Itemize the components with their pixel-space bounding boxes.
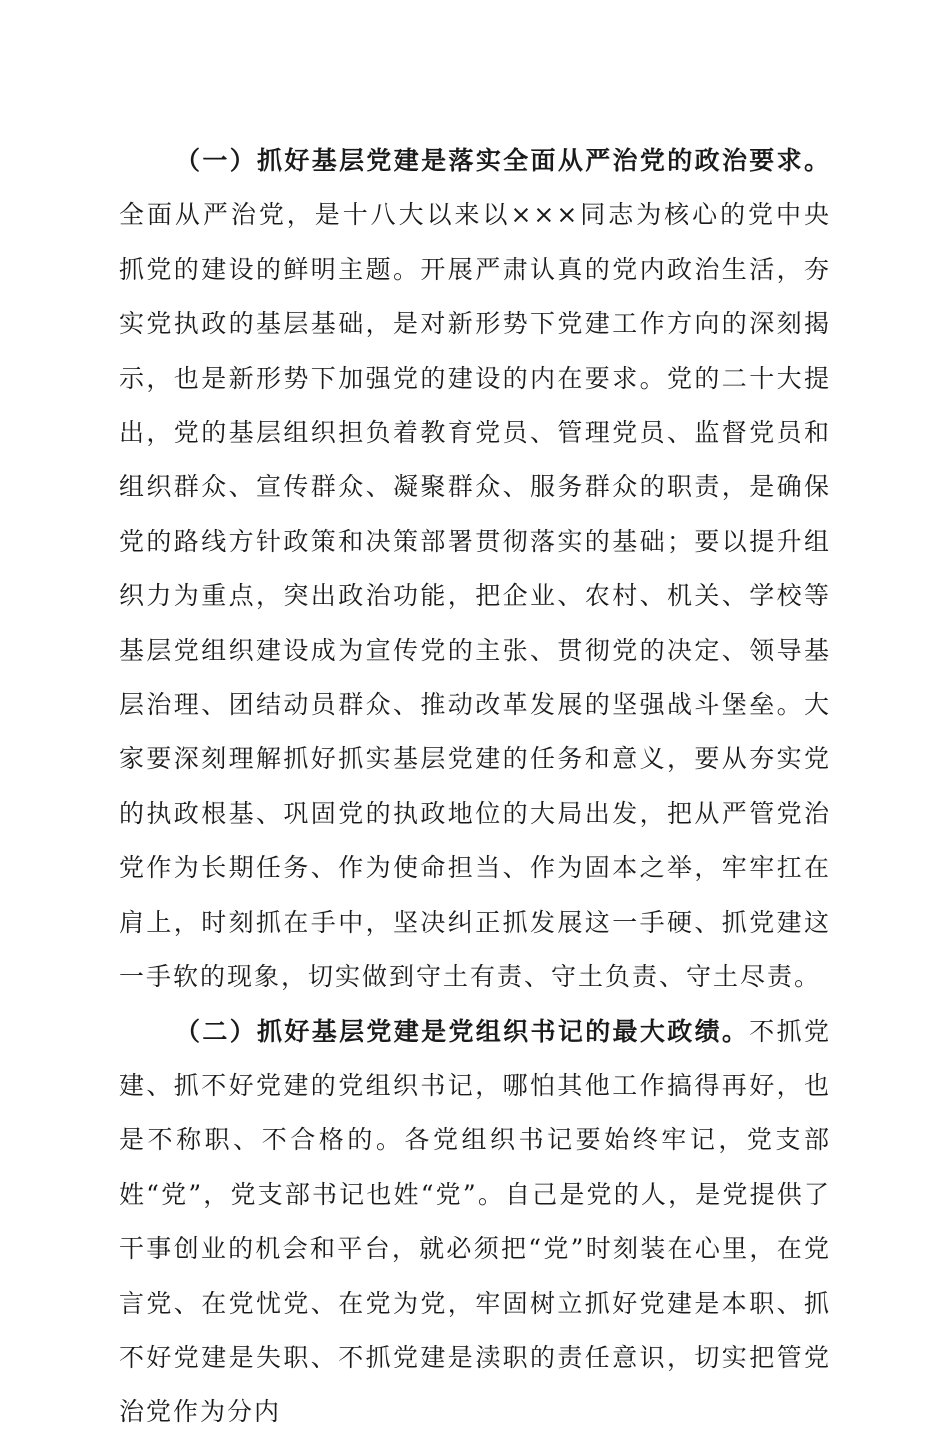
paragraph-2 <box>119 1005 831 1440</box>
paragraph-1-text: 全面从严治党，是十八大以来以×××同志为核心的党中央抓党的建设的鲜明主题。开展严肃认真的党内政治生活，夯实党执政的基层基础，是对新形势下党建工作方向的深刻揭示，也是新形势下加强党的建设的内在要求。党的二十大提出，党的基层组织担负着教育党员、管理党员、监督党员和组织群众、宣传群众、凝聚群众、服务群众的职责，是确保党的路线方针政策和决策部署贯彻落实的基础；要以提升组织力为重点，突出政治功能，把企业、农村、机关、学校等基层党组织建设成为宣传党的主张、贯彻党的决定、领导基层治理、团结动员群众、推动改革发展的坚强战斗堡垒。大家要深刻理解抓好抓实基层党建的任务和意义，要从夯实党的执政根基、巩固党的执政地位的大局出发，把从严管党治党作为长期任务、作为使命担当、作为固本之举，牢牢扛在肩上，时刻抓在手中，坚决纠正抓发展这一手硬、抓党建这一手软的现象，切实做到守土有责、守土负责、守土尽责。 <box>119 200 831 992</box>
document-body <box>119 134 831 1440</box>
paragraph-1 <box>119 134 831 1005</box>
paragraph-2-text: 不抓党建、抓不好党建的党组织书记，哪怕其他工作搞得再好，也是不称职、不合格的。各党组织书记要始终牢记，党支部姓“党”，党支部书记也姓“党”。自己是党的人，是党提供了干事创业的机会和平台，就必须把“党”时刻装在心里，在党言党、在党忧党、在党为党，牢固树立抓好党建是本职、抓不好党建是失职、不抓党建是渎职的责任意识，切实把管党治党作为分内 <box>119 1016 831 1427</box>
paragraph-2-heading: （二）抓好基层党建是党组织书记的最大政绩。 <box>175 1016 750 1046</box>
paragraph-1-heading: （一）抓好基层党建是落实全面从严治党的政治要求。 <box>175 146 831 175</box>
